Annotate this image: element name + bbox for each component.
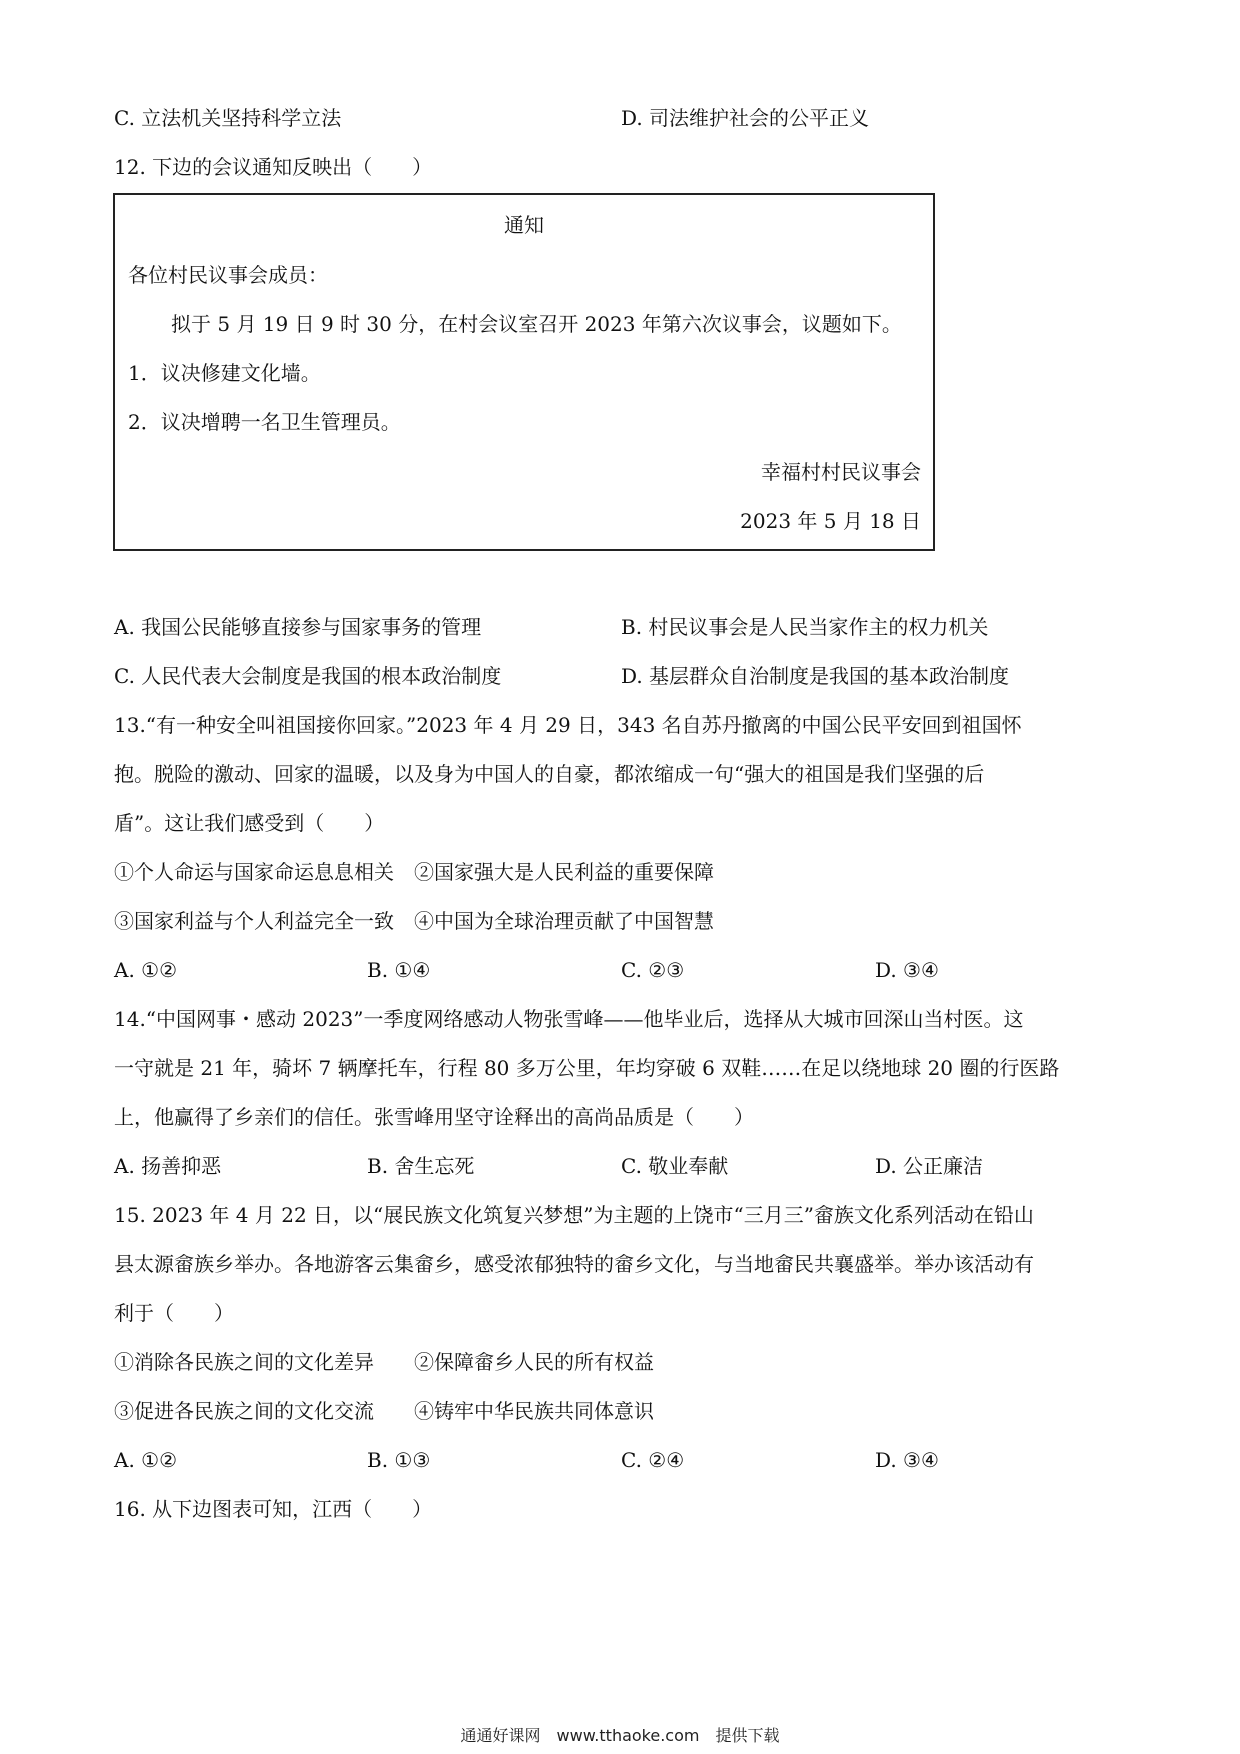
q15-statement-1: ①消除各民族之间的文化差异 ②保障畲乡人民的所有权益	[114, 1350, 654, 1374]
q15-option-b: B. ①③	[367, 1448, 431, 1472]
page-footer: 通通好课网 www.tthaoke.com 提供下载	[460, 1726, 780, 1745]
q14-option-c: C. 敬业奉献	[621, 1154, 729, 1178]
q13-statement-1: ①个人命运与国家命运息息相关 ②国家强大是人民利益的重要保障	[114, 860, 714, 884]
q15-option-d: D. ③④	[875, 1448, 939, 1472]
q15-statement-2: ③促进各民族之间的文化交流 ④铸牢中华民族共同体意识	[114, 1399, 654, 1423]
q14-line-2: 一守就是 21 年，骑坏 7 辆摩托车，行程 80 多万公里，年均穿破 6 双鞋……在足以绕地球 20 圈的行医路	[114, 1056, 1060, 1080]
q15-line-1: 15. 2023 年 4 月 22 日，以“展民族文化筑复兴梦想”为主题的上饶市“三月三”畲族文化系列活动在铅山	[114, 1203, 1034, 1227]
notice-date: 2023 年 5 月 18 日	[740, 509, 921, 533]
q13-option-a: A. ①②	[114, 958, 178, 982]
q12-option-a: A. 我国公民能够直接参与国家事务的管理	[114, 615, 482, 639]
q16-stem: 16. 从下边图表可知，江西（ ）	[114, 1497, 433, 1521]
q15-option-a: A. ①②	[114, 1448, 178, 1472]
notice-item-2: 2．议决增聘一名卫生管理员。	[128, 410, 401, 434]
notice-body: 拟于 5 月 19 日 9 时 30 分，在村会议室召开 2023 年第六次议事会，议题如下。	[171, 312, 902, 336]
q13-line-1: 13.“有一种安全叫祖国接你回家。”2023 年 4 月 29 日，343 名自苏丹撤离的中国公民平安回到祖国怀	[114, 713, 1022, 737]
q15-line-2: 县太源畲族乡举办。各地游客云集畲乡，感受浓郁独特的畲乡文化，与当地畲民共襄盛举。举办该活动有	[114, 1252, 1034, 1276]
q11-option-d: D. 司法维护社会的公平正义	[621, 106, 870, 130]
q15-option-c: C. ②④	[621, 1448, 685, 1472]
q13-option-d: D. ③④	[875, 958, 939, 982]
notice-item-1: 1．议决修建文化墙。	[128, 361, 321, 385]
q15-line-3: 利于（ ）	[114, 1301, 234, 1325]
q11-option-c: C. 立法机关坚持科学立法	[114, 106, 342, 130]
notice-title: 通知	[504, 213, 544, 237]
notice-signature: 幸福村村民议事会	[761, 460, 921, 484]
notice-salutation: 各位村民议事会成员：	[128, 263, 328, 287]
q14-line-1: 14.“中国网事・感动 2023”一季度网络感动人物张雪峰——他毕业后，选择从大城市回深山当村医。这	[114, 1007, 1024, 1031]
q14-option-d: D. 公正廉洁	[875, 1154, 984, 1178]
q13-line-2: 抱。脱险的激动、回家的温暖，以及身为中国人的自豪，都浓缩成一句“强大的祖国是我们坚强的后	[114, 762, 985, 786]
q13-line-3: 盾”。这让我们感受到（ ）	[114, 811, 385, 835]
q12-option-c: C. 人民代表大会制度是我国的根本政治制度	[114, 664, 502, 688]
q14-option-b: B. 舍生忘死	[367, 1154, 475, 1178]
notice-box	[113, 193, 935, 551]
q12-option-d: D. 基层群众自治制度是我国的基本政治制度	[621, 664, 1010, 688]
q12-stem: 12. 下边的会议通知反映出（ ）	[114, 155, 433, 179]
q13-statement-2: ③国家利益与个人利益完全一致 ④中国为全球治理贡献了中国智慧	[114, 909, 714, 933]
q12-option-b: B. 村民议事会是人民当家作主的权力机关	[621, 615, 989, 639]
q14-option-a: A. 扬善抑恶	[114, 1154, 222, 1178]
q14-line-3: 上，他赢得了乡亲们的信任。张雪峰用坚守诠释出的高尚品质是（ ）	[114, 1105, 754, 1129]
q13-option-c: C. ②③	[621, 958, 685, 982]
q13-option-b: B. ①④	[367, 958, 431, 982]
